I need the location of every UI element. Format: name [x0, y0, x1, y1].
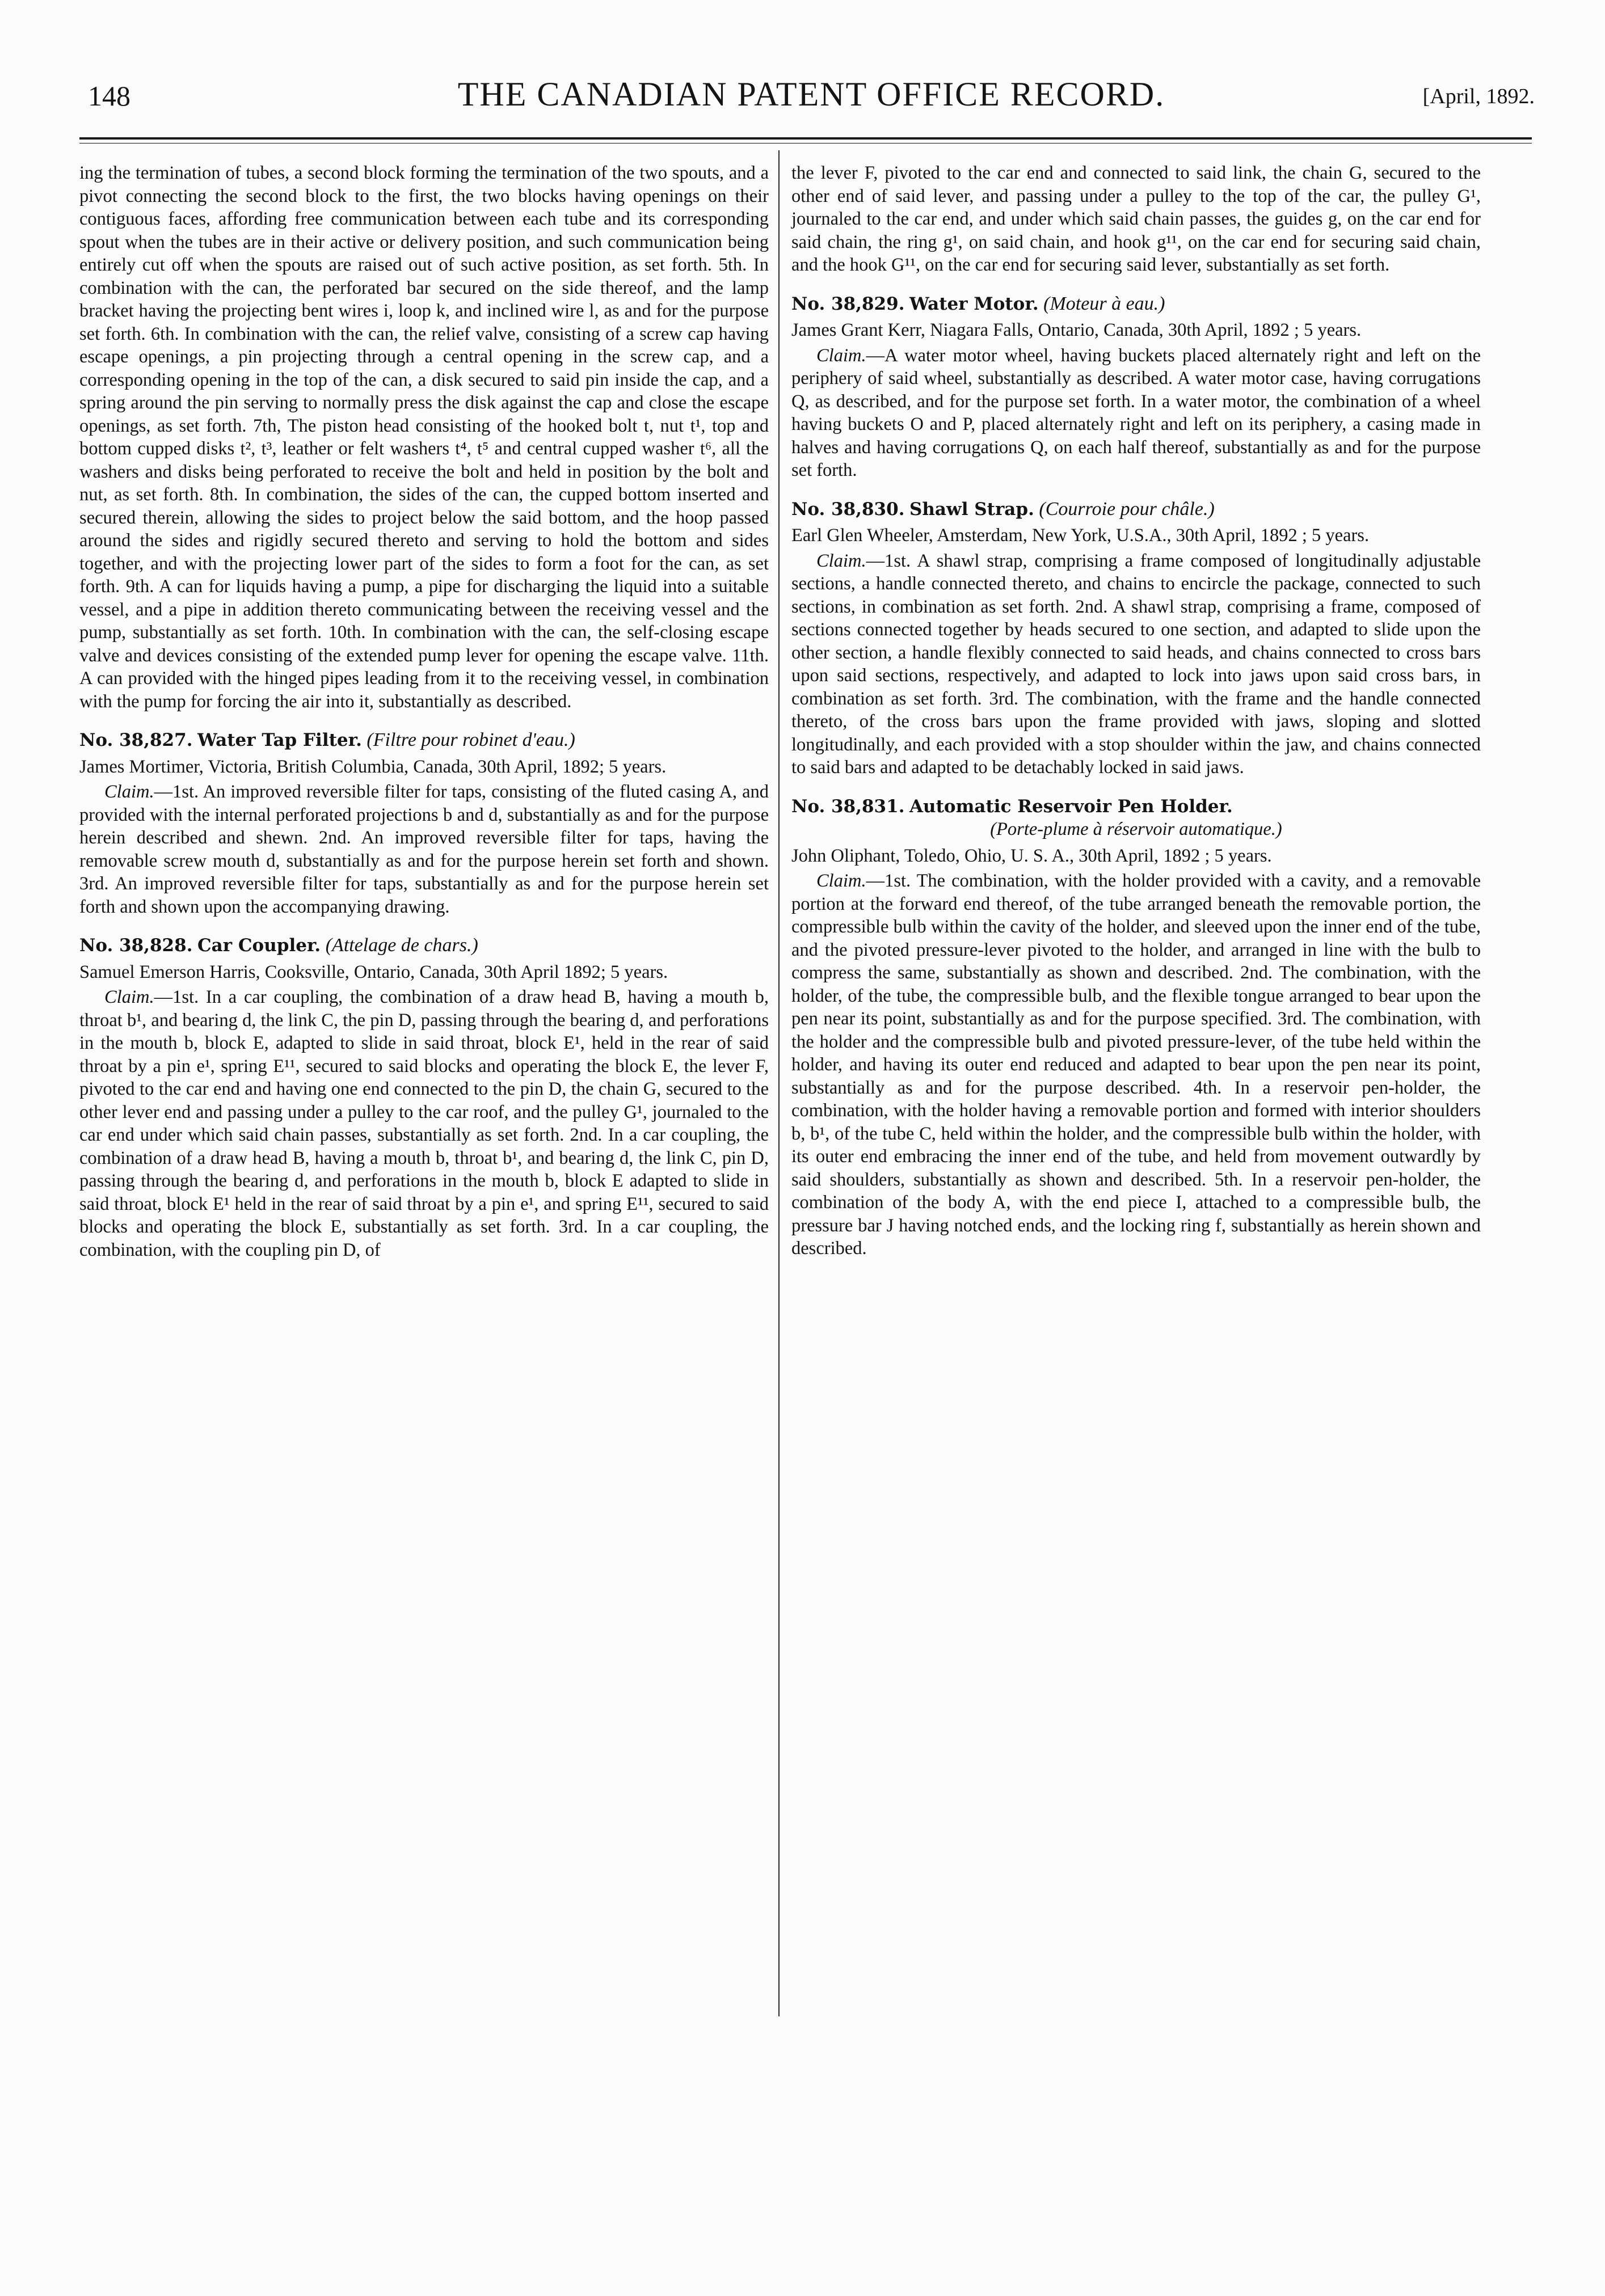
french-title: (Attelage de chars.) — [325, 935, 478, 956]
header-rule — [79, 137, 1532, 140]
entry-heading — [791, 795, 1481, 818]
french-title: (Moteur à eau.) — [1043, 293, 1165, 314]
header-rule-thin — [79, 143, 1532, 144]
patent-title: Shawl Strap. — [909, 499, 1034, 520]
claim-body: —1st. A shawl strap, comprising a frame composed of longitudinally adjustable sections, a handle connected thereto, and chains to encircle the package, connected to such sections, in combination as set forth. 2nd. A shawl strap, comprising a frame, composed of sections connected together by heads secured to one section, and adapted to slide upon the other section, a handle flexibly connected to said heads, and chains connected to cross bars upon said sections, respectively, and adapted to lock into jaws upon said cross bars, in combination as set forth. 3rd. The combination, with the frame and the handle connected thereto, of the cross bars upon the frame provided with jaws, sloping and slotted longitudinally, and each provided with a stop shoulder within the jaw, and chains connected to said bars and adapted to be detachably locked in said jaws. — [791, 550, 1481, 778]
patent-title: Water Motor. — [909, 293, 1039, 314]
applicant-line: John Oliphant, Toledo, Ohio, U. S. A., 30th April, 1892 ; 5 years. — [791, 845, 1272, 866]
claim-text — [791, 550, 1481, 779]
patent-number: No. 38,830. — [791, 499, 905, 520]
column-divider — [778, 150, 780, 2016]
patent-number: No. 38,831. — [791, 796, 905, 817]
french-title: (Porte-plume à réservoir automatique.) — [990, 819, 1282, 839]
continued-claims-text: the lever F, pivoted to the car end and connected to said link, the chain G, secured to the other end of said lever, and passing under a pulley to the top of the car, the pulley G¹, journaled to the car end, and under which said chain passes, the guides g, on the car end for said chain, the ring g¹, on said chain, and hook g¹¹, on the car end for securing said chain, and the hook G¹¹, on the car end for securing said lever, substantially as set forth. — [791, 163, 1481, 275]
patent-title: Automatic Reservoir Pen Holder. — [909, 796, 1233, 817]
claim-body: —1st. The combination, with the holder provided with a cavity, and a removable portion at the forward end thereof, of the tube arranged beneath the removable portion, the compressible bulb within the cavity of the holder, and sleeved upon the inner end of the tube, and the pivoted pressure-lever pivoted to the holder, and arranged in line with the bulb to compress the same, substantially as shown and described. 2nd. The combination, with the holder, of the tube, the compressible bulb, and the flexible tongue arranged to bear upon the pen near its point, substantially as and for the purpose specified. 3rd. The combination, with the holder and the compressible bulb and pivoted pressure-lever, of the tube held within the holder, and having its outer end reduced and adapted to bear upon the pen near its point, substantially as and for the purpose described. 4th. In a reservoir pen-holder, the combination, with the holder having a removable portion and formed with interior shoulders b, b¹, of the tube C, held within the holder, and the compressible bulb within the holder, with its outer end embracing the inner end of the tube, and held from movement outwardly by said shoulders, substantially as shown and described. 5th. In a reservoir pen-holder, the combination of the body A, with the end piece I, attached to a compressible bulb, the pressure bar J having notched ends, and the locking ring f, substantially as herein shown and described. — [791, 871, 1481, 1259]
patent-title: Car Coupler. — [197, 935, 321, 956]
claim-body: —A water motor wheel, having buckets placed alternately right and left on the periphery of said wheel, substantially as described. A water motor case, having corrugations Q, as described, and for the purpose set forth. In a water motor, the combination of a wheel having buckets O and P, placed alternately right and left on its periphery, a casing made in halves and having corrugations Q, on each half thereof, substantially as and for the purpose set forth. — [791, 345, 1481, 480]
claim-label: Claim. — [816, 871, 866, 891]
page-number: 148 — [88, 80, 130, 112]
claim-text — [79, 780, 769, 918]
entry-heading — [79, 934, 769, 957]
page-header — [88, 69, 1535, 120]
entry-heading — [79, 729, 769, 752]
claim-label: Claim. — [104, 782, 154, 802]
patent-number: No. 38,829. — [791, 293, 905, 314]
patent-entry-38830 — [791, 498, 1481, 779]
patent-number: No. 38,828. — [79, 935, 193, 956]
patent-title: Water Tap Filter. — [197, 730, 362, 750]
french-title: (Courroie pour châle.) — [1039, 498, 1215, 520]
journal-title: THE CANADIAN PATENT OFFICE RECORD. — [457, 75, 1165, 113]
claim-text — [791, 870, 1481, 1260]
claim-text — [791, 344, 1481, 482]
right-column — [791, 162, 1481, 1260]
applicant-line: James Mortimer, Victoria, British Columbia, Canada, 30th April, 1892; 5 years. — [79, 756, 667, 777]
entry-heading — [791, 498, 1481, 521]
patent-entry-38829 — [791, 293, 1481, 482]
claim-label: Claim. — [816, 550, 866, 571]
patent-entry-38827 — [79, 729, 769, 918]
patent-entry-38831 — [791, 795, 1481, 1260]
left-column — [79, 162, 769, 1261]
continued-claims-text: ing the termination of tubes, a second block forming the termination of the two spouts, and a pivot connecting the second block to the first, the two blocks having openings on their contiguous faces, affording free communication between each tube and its corresponding spout when the tubes are in their active or delivery position, and such communication being entirely cut off when the spouts are raised out of such active position, as set forth. 5th. In combination with the can, the perforated bar secured on the side thereof, and the lamp bracket having the projecting bent wires i, loop k, and inclined wire l, as and for the purpose set forth. 6th. In combination with the can, the relief valve, consisting of a screw cap having escape openings, a pin projecting through a central opening in the screw cap, and a corresponding opening in the top of the can, a disk secured to said pin inside the cap, and a spring around the pin serving to normally press the disk against the cap and close the escape openings, as set forth. 7th, The piston head consisting of the hooked bolt t, nut t¹, top and bottom cupped disks t², t³, leather or felt washers t⁴, t⁵ and central cupped washer t⁶, all the washers and disks being perforated to receive the bolt and held in position by the bolt and nut, as set forth. 8th. In combination, the sides of the can, the cupped bottom inserted and secured therein, allowing the sides to project below the said bottom, and the hoop passed around the sides and rigidly secured thereto and serving to hold the bottom and sides together, and with the projecting lower part of the sides to form a foot for the can, as set forth. 9th. A can for liquids having a pump, a pipe for discharging the liquid into a suitable vessel, and a pipe in addition thereto communicating between the receiving vessel and the pump, substantially as set forth. 10th. In combination with the can, the self-closing escape valve and devices consisting of the extended pump lever for opening the escape valve. 11th. A can provided with the hinged pipes leading from it to the receiving vessel, in combination with the pump for forcing the air into it, substantially as described. — [79, 163, 769, 712]
applicant-line: James Grant Kerr, Niagara Falls, Ontario, Canada, 30th April, 1892 ; 5 years. — [791, 320, 1362, 340]
applicant-line: Samuel Emerson Harris, Cooksville, Ontario, Canada, 30th April 1892; 5 years. — [79, 961, 668, 982]
claim-label: Claim. — [104, 987, 154, 1007]
french-title: (Filtre pour robinet d'eau.) — [367, 729, 575, 750]
claim-label: Claim. — [816, 345, 866, 366]
claim-body: —1st. In a car coupling, the combination of a draw head B, having a mouth b, throat b¹, and bearing d, the link C, the pin D, passing through the bearing d, and perforations in the mouth b, block E, adapted to slide in said throat, block E¹, held in the rear of said throat by a pin e¹, spring E¹¹, secured to said blocks and operating the block E, the lever F, pivoted to the car end and having one end connected to the pin D, the chain G, secured to the other lever end and passing under a pulley to the car roof, and the pulley G¹, journaled to the car end under which said chain passes, substantially as set forth. 2nd. In a car coupling, the combination of a draw head B, having a mouth b, throat b¹, and bearing d, the link C, pin D, passing through the bearing d, and perforations in the mouth b, block E adapted to slide in said throat, block E¹ held in the rear of said throat by a pin e¹, and spring E¹¹, secured to said blocks and operating the block E, substantially as set forth. 3rd. In a car coupling, the combination, with the coupling pin D, of — [79, 987, 769, 1260]
claim-text — [79, 986, 769, 1261]
entry-heading — [791, 293, 1481, 316]
issue-date: [April, 1892. — [1422, 85, 1535, 108]
claim-body: —1st. An improved reversible filter for taps, consisting of the fluted casing A, and provided with the internal perforated projections b and d, substantially as and for the purpose herein described and shewn. 2nd. An improved reversible filter for taps, having the removable screw mouth d, substantially as and for the purpose herein set forth and shown. 3rd. An improved reversible filter for taps, substantially as and for the purpose herein set forth and shown upon the accompanying drawing. — [79, 782, 769, 917]
patent-number: No. 38,827. — [79, 730, 193, 750]
patent-entry-38828 — [79, 934, 769, 1261]
applicant-line: Earl Glen Wheeler, Amsterdam, New York, U.S.A., 30th April, 1892 ; 5 years. — [791, 525, 1370, 546]
